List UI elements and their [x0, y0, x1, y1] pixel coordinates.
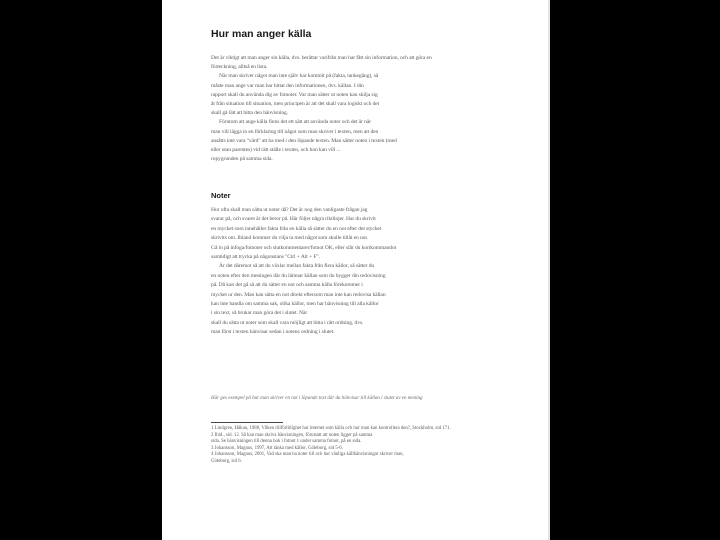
body-line: När man skriver något man inte själv har kommit på (fakta, tankegång), så: [219, 73, 379, 80]
body-line: Gå in på infoga/fotnoter och slutkommentarer/fotnot OK, eller slår du kortkommandot: [211, 244, 397, 251]
example-caption: Här ges exempel på hur man skriver en not i löpande text där du hänvisar till källan i slutet av en mening: [211, 396, 423, 401]
body-line: på. Då kan det gå så att du sätter en not och samma källa förekommer i: [211, 282, 363, 289]
page-title: Hur man anger källa: [211, 28, 312, 40]
body-line: måste man ange var man har hittat den informationen, dvs. källan. I din: [211, 82, 364, 89]
section-heading-noter: Noter: [211, 191, 231, 200]
footnote-line: sida. Se hänvisningen till denna bok i fotnot 1 under samma fotnot, på en sida.: [211, 439, 362, 445]
footnote-line: 4 Johansson, Magnus, 2001, Vad ska man ha noter till och hur vänliga källhänvisningar skriver man,: [211, 452, 404, 458]
body-line: man vill lägga in en förklaring till något som man skriver i texten, men att den: [211, 128, 379, 135]
body-line: mycket ur den. Man kan sätta en not direkt eftersom man inte kan redovisa källan: [211, 291, 386, 298]
body-line: man först i texten hänvisar sedan i notens ordning i slutet.: [211, 329, 335, 336]
body-line: skrivits om. Ibland kommer du vilja ta med något som skulle tillåt en not.: [211, 235, 369, 242]
body-line: Hur ofta skall man sätta ut noter då? Det är nog den vanligaste frågan jag: [211, 207, 368, 213]
footnote-line: 1 Lindgren, Håkan, 1988, Vilken tillförlitlighet har internet som källa och hur man kan kontrollera den?, Stockholm, sid 171.: [211, 426, 451, 431]
body-line: skall du sätta ut noter som skall vara möjligt att hitta i rätt ordning, dvs.: [211, 319, 364, 326]
body-line: kan inte handla om samma sak, olika källor, men har hänvisning till alla källor: [211, 301, 379, 307]
footnote-rule: [211, 422, 283, 423]
footnote-line: 3 Johansson, Magnus, 1997, Att tänka med källor, Göteborg, sid 5-6.: [211, 445, 343, 451]
body-line: svarar på, och svaret är det beror på. Här följer några riktlinjer. Har du skrivit: [211, 216, 376, 223]
body-line: åt från situation till situation, men principen är att det skall vara logiskt och det: [211, 101, 380, 107]
body-line: ropygrunden på samma sida.: [211, 156, 273, 163]
footnote-line: Göteborg, sid 6.: [211, 459, 242, 464]
body-line: Förutom att ange källa finns det ett sätt att använda noter och det är när: [219, 119, 371, 126]
body-line: Det är viktigt att man anger sin källa, dvs. berättar varifrån man har fått sin information, och att göra en: [211, 55, 432, 61]
body-line: rapport skall du använda dig av fotnoter. Var man sätter ut noten kan skilja sig: [211, 91, 378, 98]
body-line: i sin text, så brukar man göra det i slutet. När: [211, 310, 308, 317]
body-line: Är det däremot så att du växlar mellan fakta från flera källor, så sätter du: [219, 263, 375, 270]
body-line: en mycket som innehåller fakta från en källa så sätter du en not efter det stycket: [211, 225, 382, 232]
body-line: ansåtts inte vara "värd" att ha med i den löpande texten. Man sätter noten i texten (med: [211, 137, 397, 144]
body-line: samtidigt att trycka på någonstans "Ctrl + Alt + F".: [211, 254, 320, 260]
body-line: en noten efter den meningen där du lämnar källan som du bygger din redovisning: [211, 272, 386, 279]
body-line: förteckning, alltså en lista.: [211, 64, 268, 71]
body-line: eller utan parentes) vid rätt ställe i texten, och hon kan vill ...: [211, 147, 341, 153]
document-page: [162, 0, 550, 540]
footnote-line: 2 Ibid., sid. 12. Så kan man skriva hänvisningen, förutsatt att noten ligger på samma: [211, 432, 373, 438]
body-line: skall gå lätt att hitta den hänvisning.: [211, 110, 289, 117]
